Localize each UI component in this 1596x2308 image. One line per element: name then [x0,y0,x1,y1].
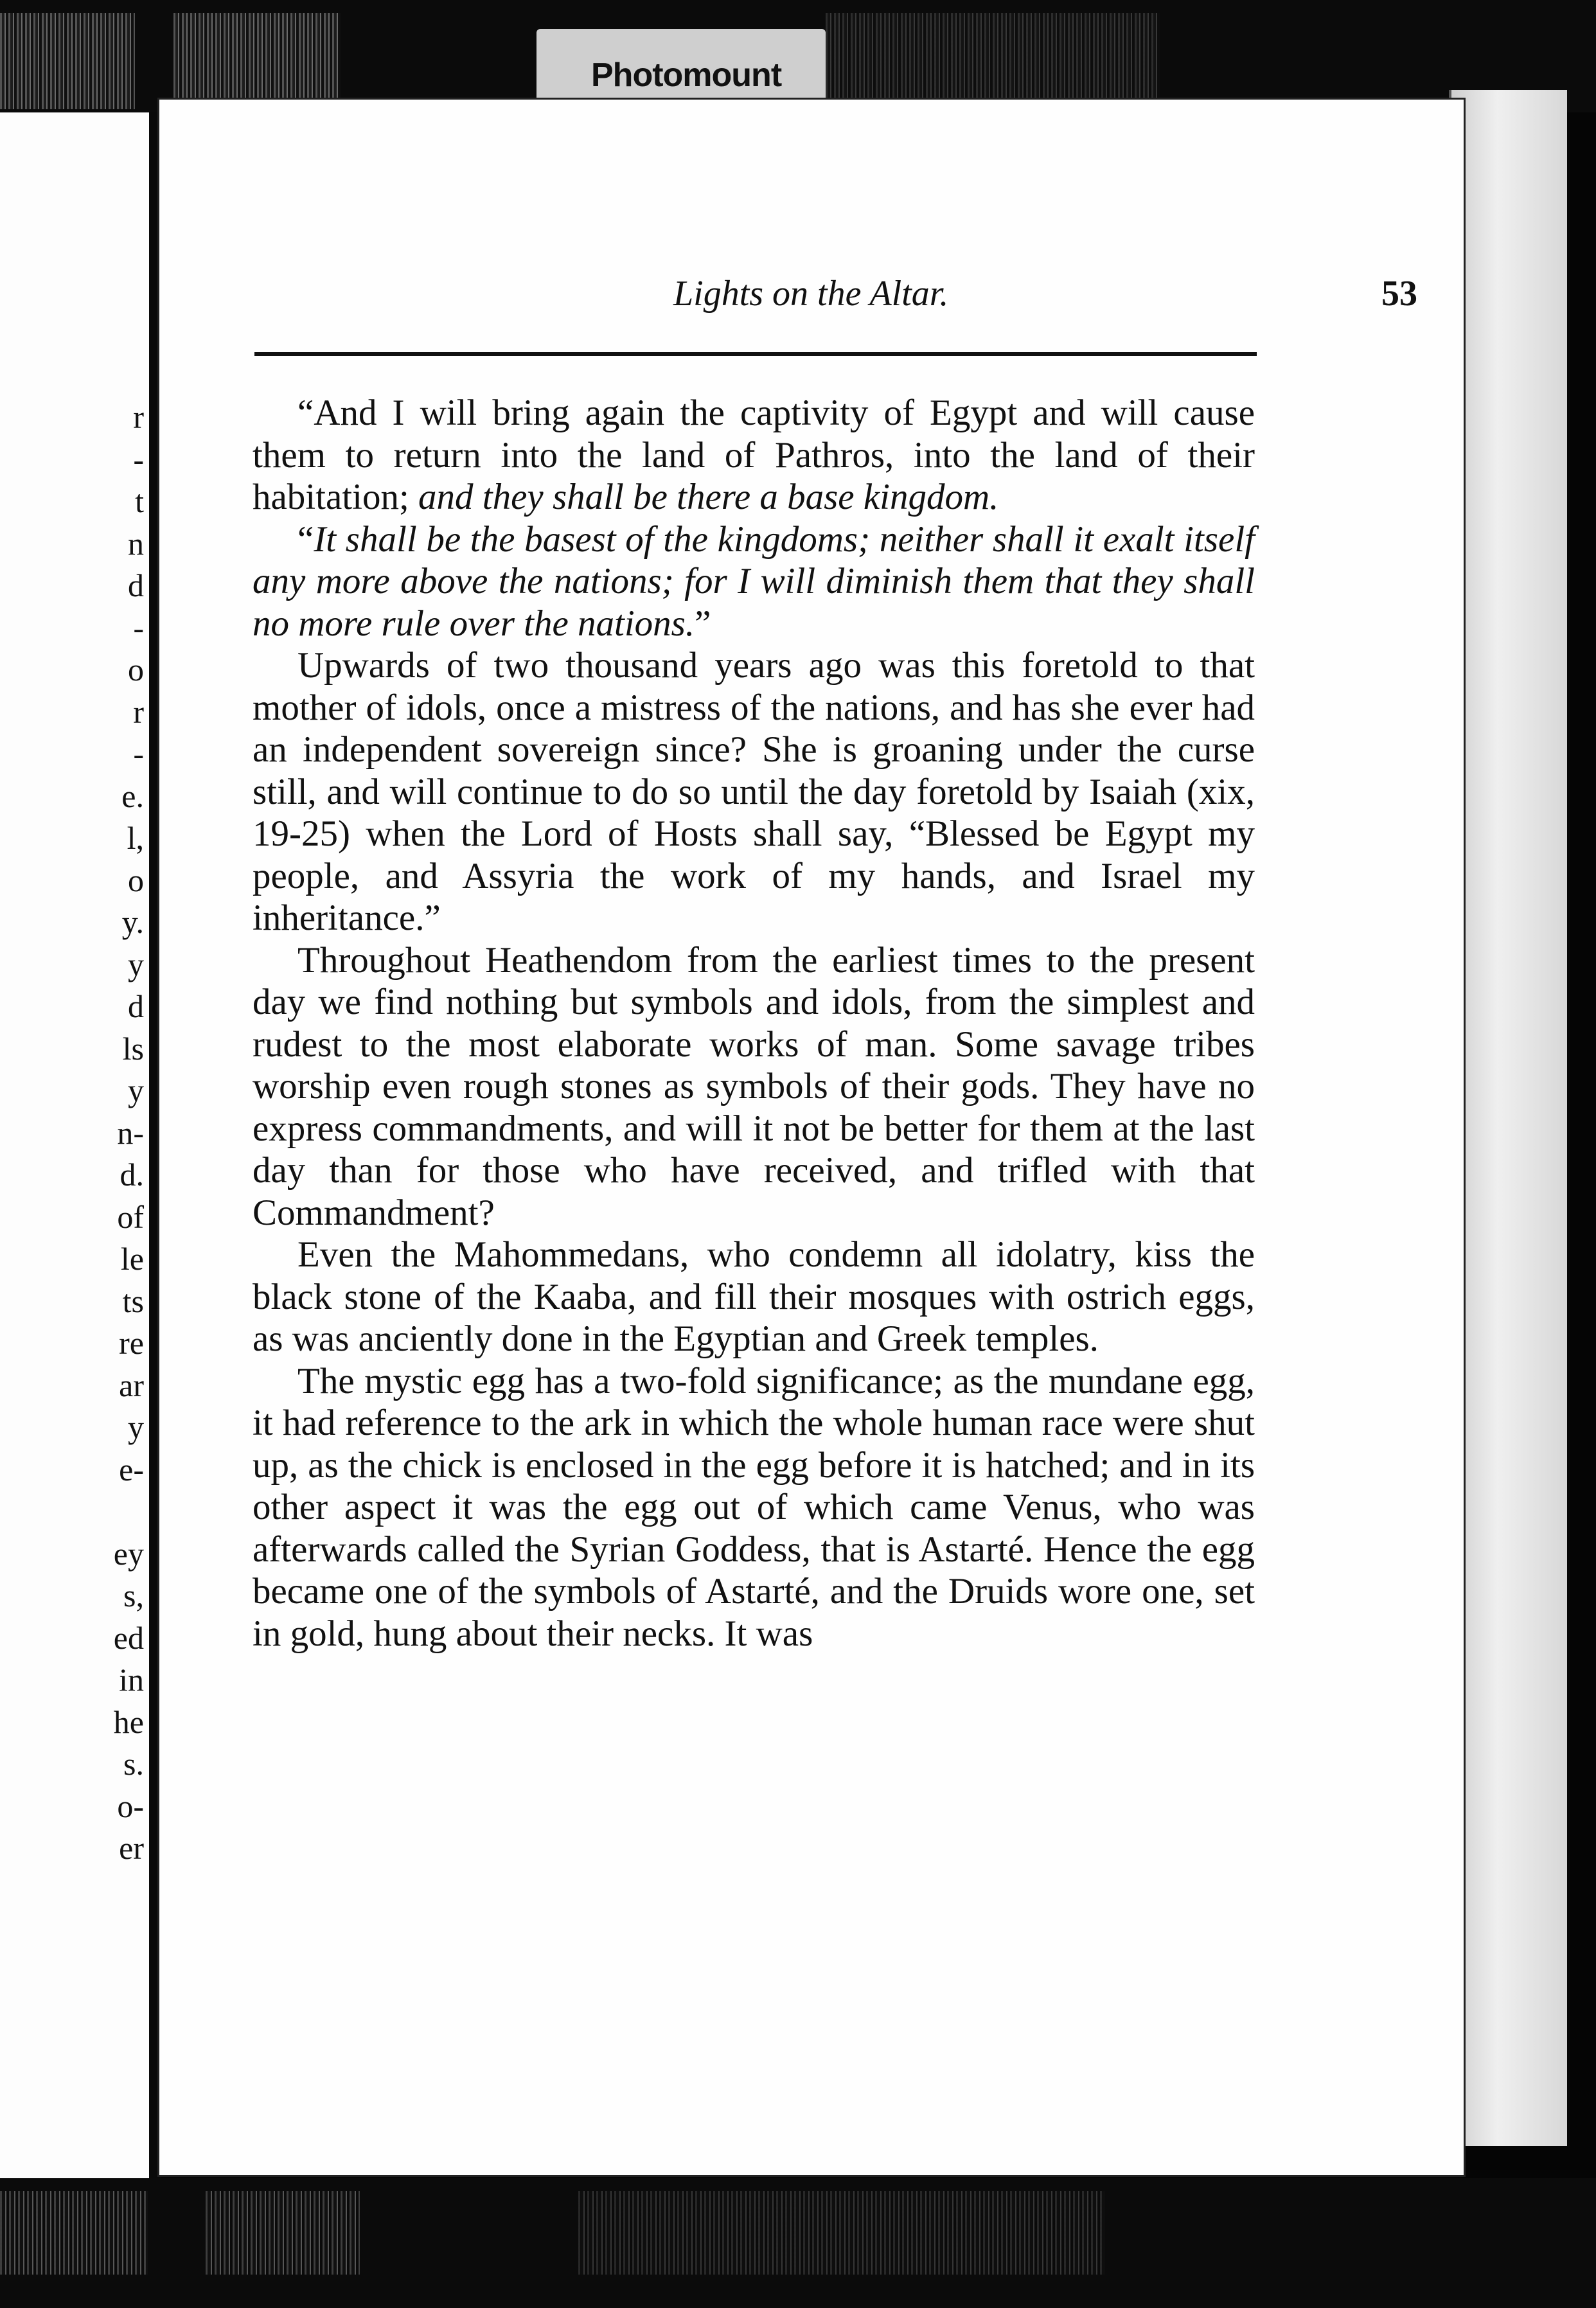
paragraph-egypt: Upwards of two thousand years ago was this foretold to that mother of idols, once a mistress of the nations, and has she ever had an independent sovereign since? She is groaning under the curse still, and will continue to do so until the day foretold by Isaiah (xix, 19-25) when the Lord of Hosts shall say, “Blessed be Egypt my people, and Assyria the work of my hands, and Israel my inheritance.” [253,645,1255,938]
facing-page-line-end: s. [123,1746,144,1782]
quote-paragraph-2 [253,519,1255,645]
page-stack-edge [1449,90,1567,2146]
facing-page-line-end: d [128,567,144,603]
cloth-binding-right [826,13,1160,109]
facing-page-line-end: r [133,693,144,730]
facing-page-line-end: ls [122,1030,144,1067]
cloth-binding-bottom-left [0,2191,148,2275]
paragraph-heathendom: Throughout Heathendom from the earliest times to the present day we find nothing but symbols and idols, from the simplest and rudest to the most elaborate works of man. Some savage tribes worship even rough stones as symbols of their gods. They have no express commandments, and will it not be better for them at the last day than for those who have received, and trifled with that Commandment? [253,939,1255,1233]
photomount-label: Photomount [591,57,782,94]
page-header [254,273,1417,324]
cloth-binding-bottom-right [578,2191,1105,2275]
facing-page-line-end: - [133,441,144,477]
facing-page-line-end: ed [113,1619,144,1656]
facing-page-line-end: d [128,988,144,1024]
facing-page-line-end: e. [121,777,144,814]
page-number: 53 [1381,274,1417,314]
facing-page-line-end: n- [117,1114,144,1151]
facing-page-line-end: of [117,1198,144,1235]
cloth-binding-left [0,13,135,109]
facing-page-line-end: n [128,525,144,562]
facing-page-line-end: re [119,1325,144,1361]
facing-page-line-end: le [120,1241,144,1277]
facing-page-line-end: y [128,1072,144,1108]
facing-page-line-end: y. [121,904,144,940]
facing-page-line-end: o- [117,1788,144,1824]
facing-page-line-end: l, [127,820,144,856]
book-page [159,100,1464,2175]
facing-page-line-end: ey [113,1535,144,1572]
cloth-binding-bottom-center [206,2191,360,2275]
facing-page-line-end: s, [123,1577,144,1613]
facing-page-line-end: t [135,483,144,519]
quote2-open-mark: “ [297,519,314,560]
quote-paragraph-1 [253,392,1255,519]
cloth-binding-center [173,13,341,109]
quote2-italic: It shall be the basest of the kingdoms; neither shall it exalt itself any more above the nations; for I will diminish them that they shall no more rule over the nations. [253,519,1255,644]
scan-background-bottom [0,2178,1596,2308]
paragraph-mahommedans: Even the Mahommedans, who condemn all idolatry, kiss the black stone of the Kaaba, and fill their mosques with ostrich eggs, as was anciently done in the Egyptian and Greek temples. [253,1234,1255,1359]
photomount-label-tab [536,29,826,106]
quote2-close-mark: ” [695,603,711,644]
facing-page-line-end: d. [120,1157,144,1193]
facing-page-line-end: - [133,609,144,646]
running-head: Lights on the Altar. [673,274,949,314]
header-rule [254,352,1257,356]
paragraph-mystic-egg: The mystic egg has a two-fold significance; as the mundane egg, it had reference to the ark in which the whole human race were shut up, as the chick is enclosed in the egg before it is hatched; and in its other aspect it was the egg out of which came Venus, who was afterwards called the Syrian Goddess, that is Astarté. Hence the egg became one of the symbols of Astarté, and the Druids wore one, set in gold, hung about their necks. It was [253,1360,1255,1654]
facing-page-line-end: y [128,1409,144,1445]
facing-page-line-end: in [119,1662,144,1698]
facing-page-line-end: ts [122,1283,144,1319]
facing-page-line-end: er [119,1830,144,1866]
facing-page-line-end: y [128,946,144,982]
quote1-roman: “And I will bring again the captivity of Egypt and will cause them to return into the land of Pathros, into the land of their habitation; [253,393,1255,517]
facing-page-line-end: o [128,652,144,688]
page-body [253,392,1255,1655]
facing-page-line-end: o [128,862,144,898]
facing-page-line-end: he [113,1703,144,1740]
facing-page-line-end: r [133,399,144,435]
facing-page-line-end: e- [119,1451,144,1487]
facing-page-line-end: ar [119,1367,144,1403]
facing-page-edge [0,112,153,2178]
quote1-italic: and they shall be there a base kingdom. [418,477,999,517]
facing-page-line-end: - [133,736,144,772]
